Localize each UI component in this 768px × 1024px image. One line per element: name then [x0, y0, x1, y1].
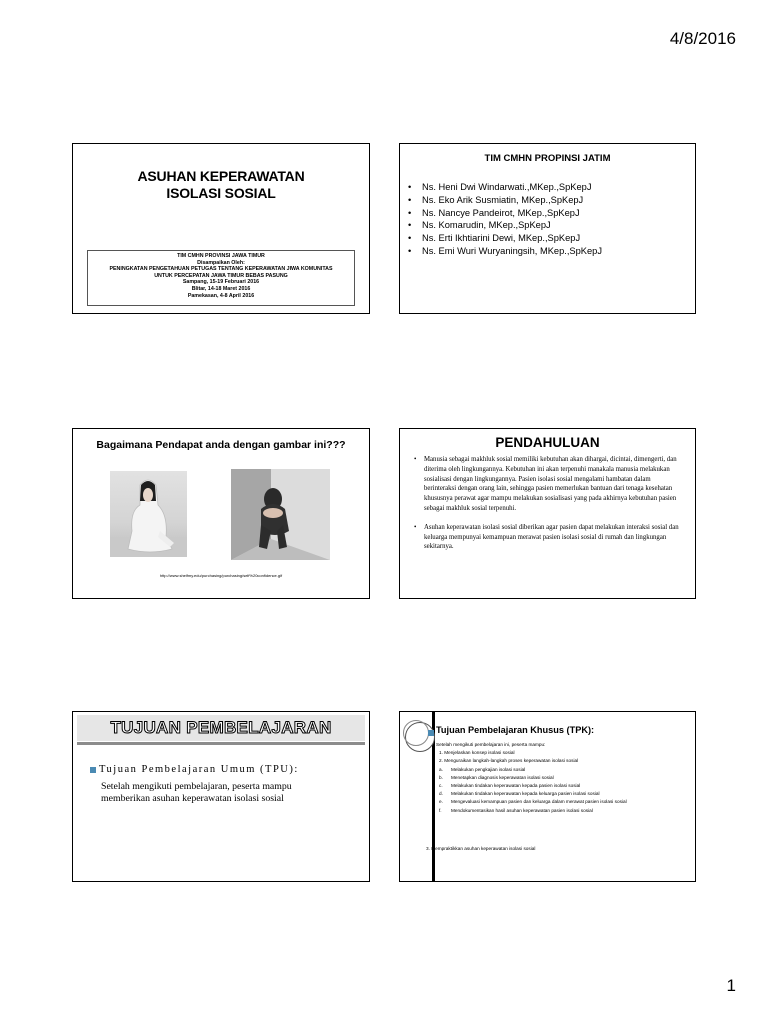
image-source-url: http://www.shelfmy.edu/purchasing/purchasing/self%20confidence.gif [159, 573, 283, 578]
slide-learning-objectives [72, 711, 370, 882]
introduction-title: PENDAHULUAN [495, 435, 600, 450]
box-line: Disampaikan Oleh: [197, 259, 245, 266]
page-number: 1 [726, 976, 736, 995]
box-line: TIM CMHN PROVINSI JAWA TIMUR [177, 253, 265, 259]
woman-in-white-photo [110, 471, 187, 557]
square-bullet-icon [428, 730, 434, 736]
team-list [408, 181, 602, 258]
slide-question [72, 428, 370, 599]
list-item: • Ns. Erti Ikhtiarini Dewi, MKep.,SpKepJ [408, 232, 602, 245]
decorative-circle-icon [403, 720, 429, 746]
slide-introduction [399, 428, 696, 599]
list-item: • Ns. Nancye Pandeirot, MKep.,SpKepJ [408, 207, 602, 220]
list-item: • Ns. Komarudin, MKep.,SpKepJ [408, 219, 602, 232]
list-item: • Ns. Heni Dwi Windarwati.,MKep.,SpKepJ [408, 181, 602, 194]
list-marker: c. [439, 783, 443, 789]
list-item: 3. Mempraktikkan asuhan keperawatan isolasi sosial [426, 846, 536, 851]
general-objective-text [101, 781, 292, 804]
general-objective-label: Tujuan Pembelajaran Umum (TPU): [99, 764, 299, 775]
list-marker: e. [439, 799, 443, 805]
list-marker: b. [439, 774, 443, 780]
list-marker: f. [439, 807, 442, 813]
list-item: 2. Menguraikan langkah-langkah proses keperawatan isolasi sosial [439, 758, 579, 764]
box-line: Blitar, 14-18 Maret 2016 [191, 285, 251, 292]
title-line-1: ASUHAN KEPERAWATAN [137, 168, 305, 184]
objectives-intro: Setelah mengikuti pembelajaran ini, peserta mampu: [436, 742, 546, 747]
box-line: Sampang, 15-19 Februari 2016 [182, 279, 260, 286]
slide-title [72, 143, 370, 314]
box-line: PENINGKATAN PENGETAHUAN PETUGAS TENTANG KEPERAWATAN JIWA KOMUNITAS [109, 266, 333, 273]
list-marker: d. [439, 791, 443, 797]
print-date: 4/8/2016 [669, 29, 736, 48]
list-item [436, 807, 627, 815]
question-title: Bagaimana Pendapat anda dengan gambar ini??? [96, 439, 346, 451]
list-text: Melakukan tindakan keperawatan kepada pasien isolasi sosial [451, 783, 581, 789]
list-item: 1. Menjelaskan konsep isolasi sosial [439, 750, 515, 756]
slide-title-heading [73, 168, 369, 202]
general-objective-heading [91, 764, 299, 775]
team-title: TIM CMHN PROPINSI JATIM [484, 153, 611, 164]
presenter-box [87, 250, 355, 306]
list-text: Mengevaluasi kemampuan pasien dan keluarga dalam merawat pasien isolasi sosial [451, 799, 627, 805]
title-line-2: ISOLASI SOSIAL [166, 185, 276, 201]
slide-specific-objectives [399, 711, 696, 882]
specific-objectives-list [436, 741, 627, 815]
person-in-corner-photo [231, 469, 330, 560]
list-text: Menetapkan diagnosis keperawatan isolasi sosial [451, 774, 554, 780]
body-line: Setelah mengikuti pembelajaran, peserta mampu [101, 781, 292, 792]
list-item [436, 766, 627, 774]
list-marker: a. [439, 766, 443, 772]
list-item [436, 790, 627, 798]
introduction-list [414, 455, 681, 561]
list-item: • Manusia sebagai makhluk sosial memiliki kebutuhan akan dihargai, dicintai, dimengerti, dan diterima oleh lingkungannya. Kebutuhan ini akan terpenuhi manakala manusia melakukan sosialisasi dengan lingkungannya. Pasien isolasi sosial mengalami hambatan dalam berinteraksi dengan orang lain, sehingga pasien memerlukan bantuan dari tenaga kesehatan khususnya perawat agar mampu melakukan sosialisasi yang pada akhirnya kebutuhan pasien sebagai makhluk sosial terpenuhi. [414, 455, 681, 514]
box-line: Pamekasan, 4-8 April 2016 [187, 292, 255, 299]
box-line: UNTUK PERCEPATAN JAWA TIMUR BEBAS PASUNG [154, 272, 288, 279]
list-item: • Ns. Eko Arik Susmiatin, MKep.,SpKepJ [408, 194, 602, 207]
list-item: • Asuhan keperawatan isolasi sosial diberikan agar pasien dapat melakukan interaksi sosial dan keluarga mempunyai kemampuan merawat pasien isolasi sosial di rumah dan lingkungan sekitarnya. [414, 523, 681, 552]
list-item [436, 798, 627, 806]
objectives-title: TUJUAN PEMBELAJARAN [77, 715, 365, 741]
list-text: Melakukan tindakan keperawatan kepada keluarga pasien isolasi sosial [451, 791, 600, 797]
list-item [436, 774, 627, 782]
list-text: Melakukan pengkajian isolasi sosial [451, 766, 526, 772]
list-text: Mendokumentasikan hasil asuhan keperawatan pasien isolasi sosial [451, 807, 593, 813]
list-item: • Ns. Emi Wuri Wuryaningsih, MKep.,SpKepJ [408, 245, 602, 258]
specific-objectives-title: Tujuan Pembelajaran Khusus (TPK): [436, 725, 595, 735]
slide-team [399, 143, 696, 314]
list-item [436, 782, 627, 790]
title-divider [77, 742, 365, 745]
body-line: memberikan asuhan keperawatan isolasi sosial [101, 792, 284, 804]
